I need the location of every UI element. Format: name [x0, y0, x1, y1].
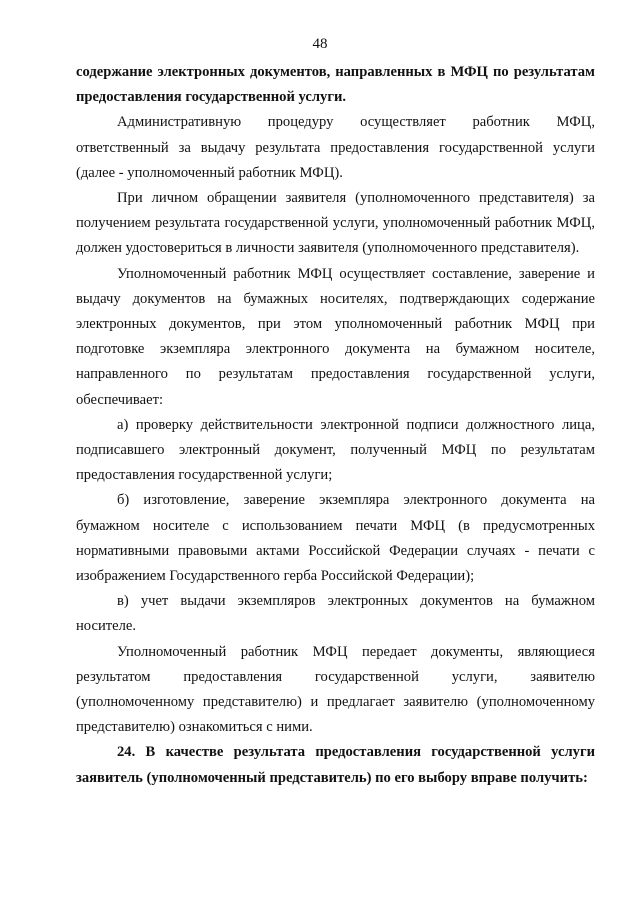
section-24-heading: 24. В качестве результата предоставления государственной услуги заявитель (уполномоченный представитель) по его выбору вправе получить:: [76, 744, 595, 786]
paragraph-transfer-documents: Уполномоченный работник МФЦ передает документы, являющиеся результатом предоставления государственной услуги, заявителю (уполномоченному представителю) и предлагает заявителю (уполномоченному представителю) ознакомиться с ними.: [76, 643, 595, 736]
list-item-a: а) проверку действительности электронной подписи должностного лица, подписавшего электронный документ, полученный МФЦ по результатам предоставления государственной услуги;: [76, 416, 595, 484]
paragraph-personal-visit: При личном обращении заявителя (уполномоченного представителя) за получением результата государственной услуги, уполномоченный работник МФЦ, должен удостовериться в личности заявителя (уполномоченного представителя).: [76, 190, 595, 257]
paragraph-administrative-procedure: Административную процедуру осуществляет работник МФЦ, ответственный за выдачу результата предоставления государственной услуги (далее - уполномоченный работник МФЦ).: [76, 114, 595, 181]
paragraph-document-preparation: Уполномоченный работник МФЦ осуществляет составление, заверение и выдачу документов на бумажных носителях, подтверждающих содержание электронных документов, при этом уполномоченный работник МФЦ при подготовке экземпляра электронного документа на бумажном носителе, направленного по результатам предоставления государственной услуги, обеспечивает:: [76, 265, 595, 408]
paragraph-continuation: содержание электронных документов, направленных в МФЦ по результатам предоставления государственной услуги.: [76, 64, 595, 106]
list-item-c: в) учет выдачи экземпляров электронных документов на бумажном носителе.: [76, 593, 595, 635]
document-body: [76, 60, 595, 791]
page-number: 48: [312, 36, 328, 52]
list-item-b: б) изготовление, заверение экземпляра электронного документа на бумажном носителе с использованием печати МФЦ (в предусмотренных нормативными правовыми актами Российской Федерации случаях - печати с изображением Государственного герба Российской Федерации);: [76, 492, 595, 585]
